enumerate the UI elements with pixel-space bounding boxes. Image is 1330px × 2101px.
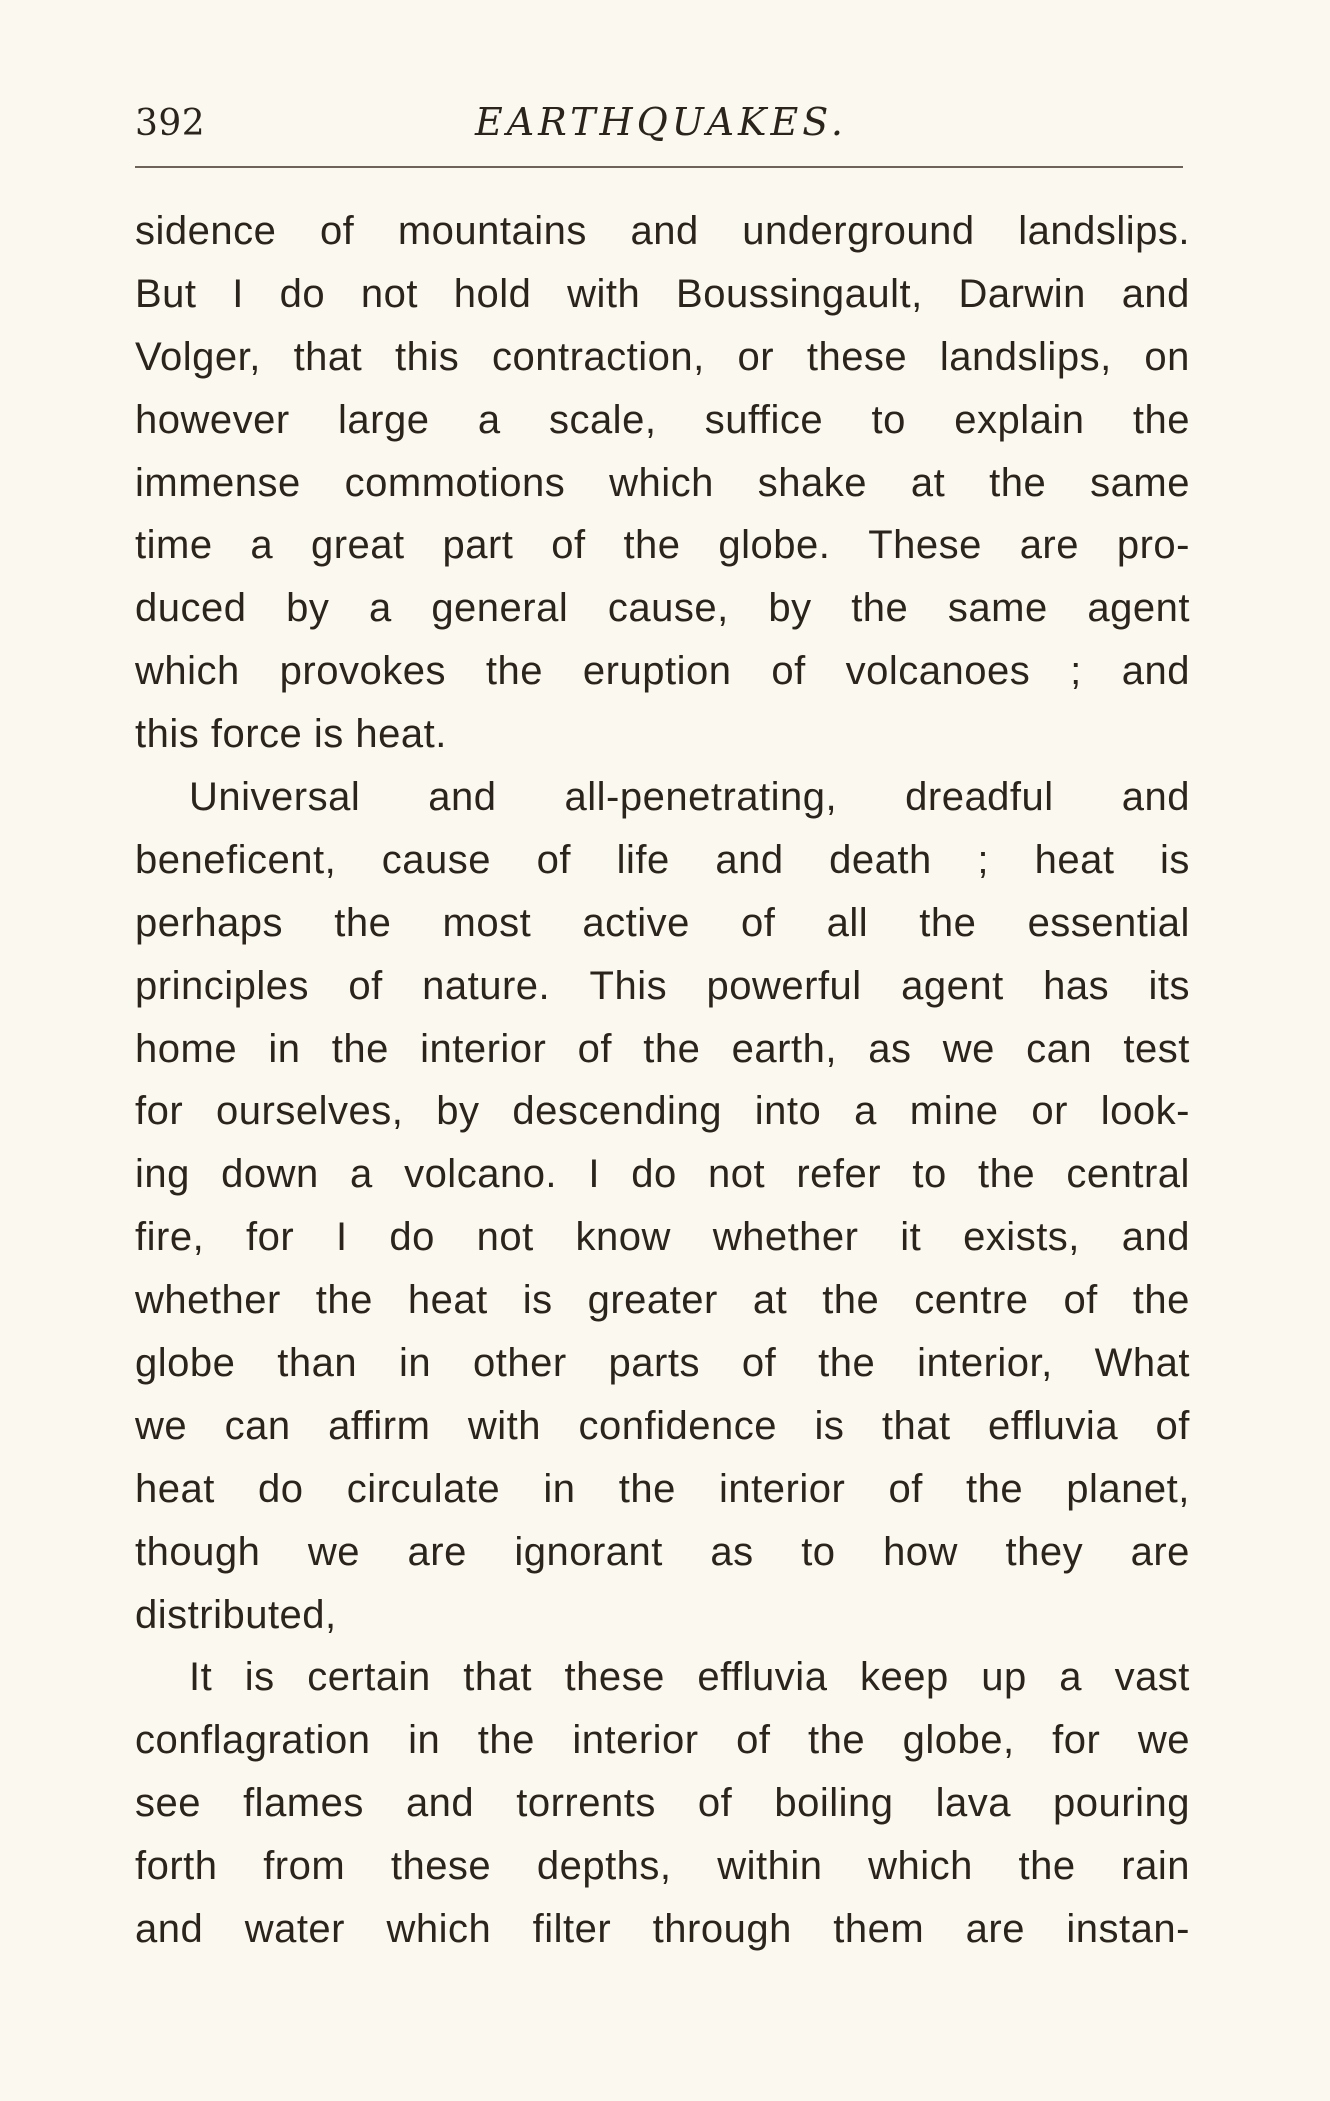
word: time [135,523,213,568]
word: affirm [328,1403,431,1448]
word: test [1123,1026,1190,1071]
word: the [977,1152,1036,1197]
word: ; [977,837,989,882]
word: are [1019,523,1079,568]
word: which [135,649,240,694]
word: essential [1027,900,1190,945]
word: the [477,1718,535,1763]
word: descending [512,1089,722,1134]
word: are [1130,1529,1190,1574]
page-number: 392 [135,103,206,144]
word: heat [407,1278,488,1323]
text-line-4 [135,389,1190,452]
text-line-24 [135,1646,1190,1709]
word: not [476,1215,534,1260]
word: depths, [536,1844,672,1889]
word: heat [135,1466,215,1511]
word: know [575,1215,671,1260]
word: do [631,1152,677,1197]
word: and [1121,271,1190,316]
word: we [307,1529,360,1574]
word: for [135,1089,184,1134]
word: though [135,1529,261,1574]
word: agent [901,963,1004,1008]
word: of [348,963,383,1008]
word: can [1026,1026,1093,1071]
word: do [279,271,326,316]
word: home [135,1026,238,1071]
word: interior [719,1466,846,1511]
word: and [135,1907,204,1952]
word: mountains [397,209,587,253]
text-line-14 [135,1018,1190,1081]
word: lava [935,1781,1011,1826]
word: we [1137,1718,1190,1763]
word: This [589,963,668,1008]
word: powerful [706,963,862,1008]
word: volcanoes [845,649,1031,694]
word: life [616,837,670,882]
text-line-28 [135,1898,1190,1961]
word: same [1090,460,1190,505]
word: shake [757,460,868,505]
word: Darwin [958,271,1086,316]
word: the [822,1278,880,1323]
word: the [919,900,977,945]
word: it [900,1215,922,1260]
word: part [442,523,514,568]
word: than [277,1341,358,1386]
word: a [477,397,501,442]
word: of [697,1781,733,1826]
word: into [754,1089,822,1134]
word: and [1121,1215,1190,1260]
text-line-6 [135,514,1190,577]
word: which [386,1907,492,1952]
word: underground [742,209,975,253]
word: refer [796,1152,882,1197]
word: I [588,1152,600,1197]
word: most [442,900,532,945]
word: not [360,271,419,316]
text-line-1 [135,200,1190,263]
word: that [463,1655,532,1700]
word: circulate [346,1466,501,1511]
text-line-15 [135,1080,1190,1143]
word: centre [914,1278,1029,1323]
word: of [741,900,776,945]
word: of [741,1341,777,1386]
word: boiling [774,1781,894,1826]
word: that [881,1403,951,1448]
word: do [258,1466,304,1511]
word: by [768,586,812,631]
word: see [135,1781,201,1826]
word: these [806,334,908,379]
word: they [1005,1529,1084,1574]
word: pro- [1116,523,1190,568]
word: a [250,523,274,568]
word: the [1018,1844,1076,1889]
word: the [1132,397,1190,442]
word: down [221,1152,319,1197]
word: up [981,1655,1027,1700]
word: to [801,1529,836,1574]
word: and [1121,649,1190,694]
word: a [854,1089,877,1134]
word: all-penetrating, [564,775,838,820]
text-line-21 [135,1458,1190,1521]
word: contraction, [492,334,705,379]
word: explain [954,397,1085,442]
word: its [1148,963,1190,1008]
word: a [350,1152,373,1197]
word: can [224,1403,291,1448]
word: not [707,1152,766,1197]
word: landslips. [1018,209,1190,253]
text-line-19 [135,1332,1190,1395]
text-line-17 [135,1206,1190,1269]
word: for [1052,1718,1101,1763]
word: other [473,1341,567,1386]
word: is [522,1278,553,1323]
word: of [1063,1278,1098,1323]
word: of [536,837,571,882]
word: fire, [135,1215,205,1260]
word: globe, [902,1718,1015,1763]
text-line-11 [135,829,1190,892]
word: great [310,523,405,568]
word: ourselves, [216,1089,404,1134]
word: duced [135,586,247,631]
text-line-23: distributed, [135,1592,337,1637]
word: rain [1121,1844,1190,1889]
word: in [398,1341,432,1386]
text-line-13 [135,955,1190,1018]
word: immense [135,460,301,505]
word: volcano. [404,1152,558,1197]
word: to [912,1152,947,1197]
word: are [407,1529,467,1574]
word: the [1132,1278,1190,1323]
word: interior [572,1718,699,1763]
word: these [564,1655,665,1700]
word: mine [909,1089,999,1134]
word: instan- [1066,1907,1190,1952]
word: confidence [578,1403,777,1448]
word: these [390,1844,492,1889]
word: in [543,1466,576,1511]
word: Volger, [135,334,261,379]
word: greater [587,1278,718,1323]
word: of [551,523,586,568]
word: heat [1034,837,1115,882]
word: or [1031,1089,1068,1134]
word: cause [381,837,492,882]
word: flames [243,1781,364,1826]
text-line-8 [135,640,1190,703]
word: in [408,1718,441,1763]
word: effluvia [697,1655,828,1700]
word: active [582,900,690,945]
word: parts [608,1341,700,1386]
text-line-3 [135,326,1190,389]
word: suffice [704,397,824,442]
word: I [335,1215,348,1260]
word: the [851,586,909,631]
word: from [263,1844,346,1889]
word: These [868,523,982,568]
word: for [245,1215,295,1260]
word: at [752,1278,788,1323]
word: we [135,1403,188,1448]
word: perhaps [135,900,284,945]
word: sidence [135,209,277,253]
word: same [947,586,1048,631]
word: conflagration [135,1718,371,1763]
word: ignorant [514,1529,663,1574]
word: provokes [279,649,446,694]
word: the [808,1718,866,1763]
text-line-26 [135,1772,1190,1835]
word: which [609,460,714,505]
word: ; [1070,649,1082,694]
word: globe. [718,523,831,568]
word: which [868,1844,973,1889]
word: as [710,1529,754,1574]
word: What [1094,1341,1190,1386]
word: of [888,1466,923,1511]
running-head: EARTHQUAKES. [475,100,847,144]
word: pouring [1053,1781,1190,1826]
word: I [232,271,244,316]
text-line-5 [135,452,1190,515]
word: general [431,586,569,631]
word: globe [135,1341,236,1386]
word: whether [712,1215,859,1260]
word: is [244,1655,275,1700]
word: central [1066,1152,1190,1197]
word: dreadful [905,775,1054,820]
word: at [910,460,946,505]
word: has [1043,963,1110,1008]
text-line-22 [135,1521,1190,1584]
word: the [618,1466,676,1511]
word: with [467,1403,542,1448]
word: water [244,1907,345,1952]
word: the [334,900,392,945]
word: of [319,209,355,253]
word: of [771,649,806,694]
word: large [338,397,430,442]
word: do [389,1215,435,1260]
word: and [715,837,784,882]
text-line-9: this force is heat. [135,712,447,757]
word: scale, [548,397,657,442]
word: certain [307,1655,431,1700]
word: by [436,1089,480,1134]
word: nature. [422,963,551,1008]
text-line-10 [135,766,1190,829]
word: by [286,586,330,631]
body-text [135,200,1190,1961]
word: the [623,523,681,568]
word: filter [532,1907,612,1952]
word: the [818,1341,876,1386]
text-line-18 [135,1269,1190,1332]
word: in [268,1026,301,1071]
word: principles [135,963,309,1008]
word: landslips, [939,334,1112,379]
word: with [567,271,641,316]
text-line-16 [135,1143,1190,1206]
word: and [405,1781,475,1826]
word: agent [1087,586,1190,631]
word: the [966,1466,1024,1511]
word: death [829,837,932,882]
word: look- [1100,1089,1190,1134]
word: on [1144,334,1190,379]
text-line-12 [135,892,1190,955]
word: or [737,334,775,379]
word: earth, [731,1026,837,1071]
word: that [293,334,363,379]
word: of [736,1718,771,1763]
word: whether [135,1278,281,1323]
text-line-27 [135,1835,1190,1898]
word: and [630,209,699,253]
word: the [315,1278,373,1323]
word: and [428,775,497,820]
word: eruption [582,649,732,694]
text-line-2 [135,263,1190,326]
word: interior, [917,1341,1053,1386]
word: the [989,460,1047,505]
page-header [135,100,1185,164]
word: and [1121,775,1190,820]
word: forth [135,1844,218,1889]
word: exists, [963,1215,1080,1260]
header-rule [135,166,1183,168]
word: Universal [189,775,361,820]
text-line-20 [135,1395,1190,1458]
text-line-7 [135,577,1190,640]
word: all [826,900,869,945]
word: beneficent, [135,837,337,882]
word: vast [1114,1655,1190,1700]
text-line-25 [135,1709,1190,1772]
word: cause, [607,586,729,631]
word: are [965,1907,1025,1952]
word: the [643,1026,701,1071]
word: It [189,1655,213,1700]
word: as [868,1026,912,1071]
word: however [135,397,290,442]
word: is [1160,837,1190,882]
word: the [331,1026,389,1071]
word: how [883,1529,958,1574]
word: is [814,1403,845,1448]
word: But [135,271,197,316]
word: interior [420,1026,547,1071]
word: Boussingault, [676,271,923,316]
word: ing [135,1152,190,1197]
word: to [871,397,906,442]
word: a [1059,1655,1083,1700]
word: planet, [1066,1466,1190,1511]
word: effluvia [988,1403,1119,1448]
word: within [717,1844,823,1889]
word: them [833,1907,925,1952]
word: through [652,1907,792,1952]
word: keep [859,1655,949,1700]
word: a [368,586,392,631]
word: of [1155,1403,1190,1448]
word: hold [453,271,532,316]
word: commotions [344,460,566,505]
word: of [577,1026,612,1071]
word: the [485,649,543,694]
word: we [942,1026,995,1071]
word: this [395,334,460,379]
word: torrents [516,1781,656,1826]
